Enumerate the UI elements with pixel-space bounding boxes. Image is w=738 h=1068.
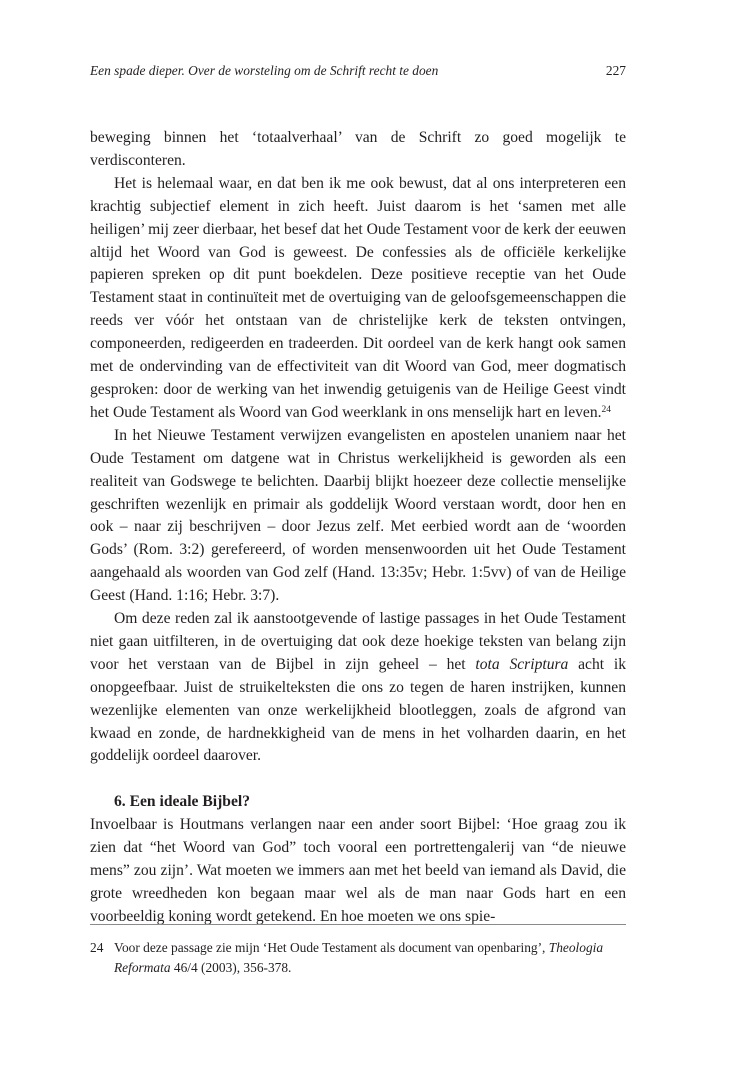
footnote-reference: 24 [601,404,612,415]
body-text [90,127,626,929]
running-head [90,62,626,80]
section-heading: 6. Een ideale Bijbel? [114,793,251,811]
footnote-italic: Theologia Reformata [114,940,604,975]
paragraph-4-italic: tota Scriptura [475,655,569,673]
paragraph-2 [90,173,626,425]
paragraph-4-text-b: acht ik onopgeefbaar. Juist de struikelteksten die ons zo tegen de haren instrijken, kunnen wezenlijke elementen van onze werkelijkheid blootleggen, zoals de afgrond van kwaad en zonde, de hardnekkigheid van de mens in het volharden daarin, en het goddelijk oordeel daarover. [90,655,626,765]
footnote-number: 24 [90,940,104,955]
paragraph-3: In het Nieuwe Testament verwijzen evangelisten en apostelen unaniem naar het Oude Testament om datgene wat in Christus werkelijkheid is geworden als een realiteit van Godswege te belichten. Daarbij blijkt hoezeer deze collectie menselijke geschriften wezenlijk en primair als goddelijk Woord verstaan wordt, door hen en ook – naar zij beschrijven – door Jezus zelf. Met eerbied wordt aan de ‘woorden Gods’ (Rom. 3:2) gerefereerd, of worden mensenwoorden uit het Oude Testament aangehaald als woorden van God zelf (Hand. 13:35v; Hebr. 1:5vv) of van de Heilige Geest (Hand. 1:16; Hebr. 3:7). [90,426,626,605]
paragraph-4 [90,608,626,768]
footnote-text [114,938,626,978]
page-number: 227 [605,63,626,78]
paragraph-5: Invoelbaar is Houtmans verlangen naar een ander soort Bijbel: ‘Hoe graag zou ik zien dat “het Woord van God” toch vooral een portrettengalerij van “de nieuwe mens” zou zijn’. Wat moeten we immers aan met het beeld van iemand als David, die grote wreedheden kon begaan maar wel als de man naar Gods hart en een voorbeeldig koning wordt getekend. En hoe moeten we ons spie- [90,816,626,925]
footnote-text-a: Voor deze passage zie mijn ‘Het Oude Testament als document van openbaring’, [114,940,549,955]
footnote-divider [90,924,626,925]
footnote [90,938,626,978]
paragraph-4-text-a: Om deze reden zal ik aanstootgevende of lastige passages in het Oude Testament niet gaan uitfilteren, in de overtuiging dat ook deze hoekige teksten van belang zijn voor het verstaan van de Bijbel in zijn geheel – het [90,610,626,673]
footnote-text-b: 46/4 (2003), 356-378. [170,960,292,975]
running-title: Een spade dieper. Over de worsteling om de Schrift recht te doen [90,63,439,78]
paragraph-2-text: Het is helemaal waar, en dat ben ik me ook bewust, dat al ons interpreteren een krachtig subjectief element in zich heeft. Juist daarom is het ‘samen met alle heiligen’ mij zeer dierbaar, het besef dat het Oude Testament voor de kerk der eeuwen altijd het Woord van God is geweest. De confessies als de officiële kerkelijke papieren spreken op dit punt boekdelen. Deze positieve receptie van het Oude Testament staat in continuïteit met de overtuiging van de geloofsgemeenschappen die reeds ver vóór het ontstaan van de christelijke kerk de teksten ontvingen, componeerden, redigeerden en tradeerden. Dit oordeel van de kerk hangt ook samen met de ondervinding van de effectiviteit van dit Woord van God, meer dogmatisch gesproken: door de werking van het inwendig getuigenis van de Heilige Geest vindt het Oude Testament als Woord van God weerklank in ons menselijk hart en leven. [90,174,626,421]
paragraph-1: beweging binnen het ‘totaalverhaal’ van de Schrift zo goed mogelijk te verdisconteren. [90,129,626,169]
